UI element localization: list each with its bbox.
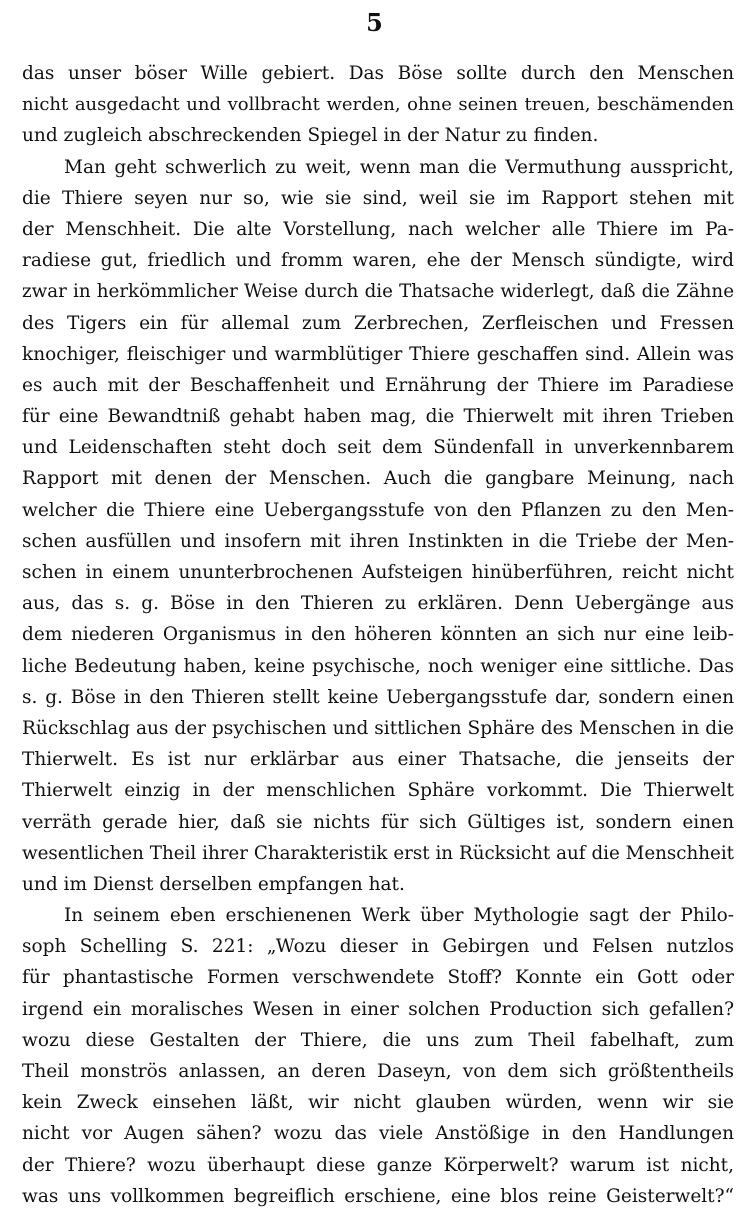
text-line: und Leidenschaften steht doch seit dem Sündenfall in unverkennbarem bbox=[22, 437, 734, 459]
text-line: In seinem eben erschienenen Werk über Mythologie sagt der Philo- bbox=[64, 905, 734, 927]
text-line: Thierwelt. Es ist nur erklärbar aus einer Thatsache, die jenseits der bbox=[22, 749, 734, 771]
text-line: Theil monströs anlassen, an deren Daseyn, von dem sich größtentheils bbox=[22, 1061, 734, 1082]
text-line: irgend ein moralisches Wesen in einer solchen Production sich gefallen? bbox=[22, 998, 734, 1020]
text-line: der Menschheit. Die alte Vorstellung, nach welcher alle Thiere im Pa- bbox=[22, 218, 734, 240]
text-line: für eine Bewandtniß gehabt haben mag, die Thierwelt mit ihren Trieben bbox=[22, 406, 734, 428]
text-line: welcher die Thiere eine Uebergangsstufe von den Pflanzen zu den Men- bbox=[22, 499, 734, 521]
text-line: liche Bedeutung haben, keine psychische, noch weniger eine sittliche. Das bbox=[22, 655, 734, 677]
text-line: zwar in herkömmlicher Weise durch die Thatsache widerlegt, daß die Zähne bbox=[22, 281, 734, 303]
text-line: soph Schelling S. 221: „Wozu dieser in Gebirgen und Felsen nutzlos bbox=[22, 936, 734, 958]
text-line: und zugleich abschreckenden Spiegel in der Natur zu finden. bbox=[22, 125, 599, 147]
text-line: schen in einem ununterbrochenen Aufsteigen hinüberführen, reicht nicht bbox=[22, 562, 734, 583]
text-line: und im Dienst derselben empfangen hat. bbox=[22, 873, 405, 895]
text-line: der Thiere? wozu überhaupt diese ganze Körperwelt? warum ist nicht, bbox=[22, 1154, 734, 1176]
text-line: die Thiere seyen nur so, wie sie sind, weil sie im Rapport stehen mit bbox=[22, 187, 734, 209]
text-line: des Tigers ein für allemal zum Zerbrechen, Zerfleischen und Fressen bbox=[22, 312, 734, 334]
body-text bbox=[22, 58, 734, 1212]
text-line: radiese gut, friedlich und fromm waren, ehe der Mensch sündigte, wird bbox=[22, 250, 734, 272]
text-line: nicht vor Augen sähen? wozu das viele Anstößige in den Handlungen bbox=[22, 1123, 734, 1145]
text-line: s. g. Böse in den Thieren stellt keine Uebergangsstufe dar, sondern einen bbox=[22, 686, 734, 708]
text-line: nicht ausgedacht und vollbracht werden, ohne seinen treuen, beschämenden bbox=[22, 94, 734, 116]
text-line: wesentlichen Theil ihrer Charakteristik erst in Rücksicht auf die Menschheit bbox=[22, 842, 734, 864]
text-line: aus, das s. g. Böse in den Thieren zu erklären. Denn Uebergänge aus bbox=[22, 593, 734, 615]
text-line: was uns vollkommen begreiflich erschiene, eine blos reine Geisterwelt?“ bbox=[22, 1185, 734, 1207]
text-line: schen ausfüllen und insofern mit ihren Instinkten in die Triebe der Men- bbox=[22, 530, 734, 552]
text-line: dem niederen Organismus in den höheren könnten an sich nur eine leib- bbox=[22, 624, 734, 646]
text-line: kein Zweck einsehen läßt, wir nicht glauben würden, wenn wir sie bbox=[22, 1092, 734, 1114]
text-line: Rückschlag aus der psychischen und sittlichen Sphäre des Menschen in die bbox=[22, 717, 734, 739]
text-line: Rapport mit denen der Menschen. Auch die gangbare Meinung, nach bbox=[22, 468, 734, 490]
text-line: es auch mit der Beschaffenheit und Ernährung der Thiere im Paradiese bbox=[22, 374, 734, 396]
page-number: 5 bbox=[366, 8, 383, 37]
text-line: das unser böser Wille gebiert. Das Böse sollte durch den Menschen bbox=[22, 63, 734, 84]
text-line: verräth gerade hier, daß sie nichts für sich Gültiges ist, sondern einen bbox=[22, 811, 734, 833]
text-line: für phantastische Formen verschwendete Stoff? Konnte ein Gott oder bbox=[22, 967, 734, 989]
text-line: Man geht schwerlich zu weit, wenn man die Vermuthung ausspricht, bbox=[64, 156, 734, 178]
text-line: wozu diese Gestalten der Thiere, die uns zum Theil fabelhaft, zum bbox=[22, 1029, 734, 1051]
text-line: knochiger, fleischiger und warmblütiger Thiere geschaffen sind. Allein was bbox=[22, 343, 734, 365]
text-line: Thierwelt einzig in der menschlichen Sphäre vorkommt. Die Thierwelt bbox=[22, 780, 734, 802]
